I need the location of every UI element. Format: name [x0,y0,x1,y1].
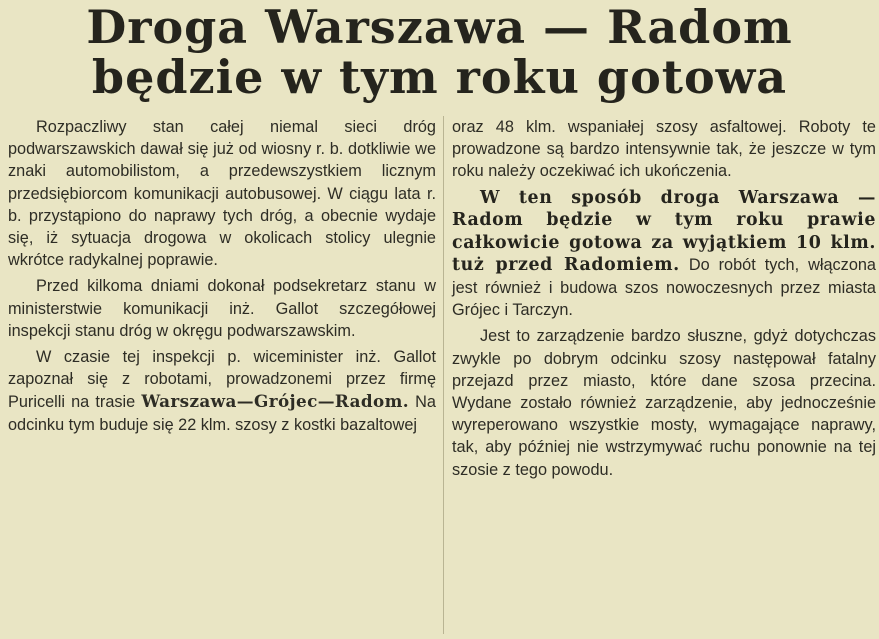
headline-line-2: będzie w tym roku gotowa [91,50,788,104]
paragraph [452,325,876,480]
paragraph [8,346,436,436]
column-divider [443,116,444,634]
paragraph-text: Rozpaczliwy stan całej niemal sieci dróg podwarszawskich dawał się już od wiosny r. b. dotkliwie we znaki automobilistom, a przedewszystkiem licznym przedsiębiorcom komunikacji autobusowej. W ciągu lata r. b. przystąpiono do naprawy tych dróg, a obecnie wydaje się, iż sytuacja drogowa w okolicach stolicy ulegnie wkrótce radykalnej poprawie. [8,118,436,270]
paragraph [8,116,436,271]
headline [0,2,879,102]
highlighted-statement: W ten sposób droga Warszawa — Radom będzie w tym roku prawie całkowicie gotowa za wyjątkiem 10 klm. tuż przed Radomiem. [452,187,876,276]
paragraph-text: W czasie tej inspekcji p. wiceminister inż. Gallot zapoznał się z robotami, prowadzonemi przez firmę Puricelli na trasie [8,348,436,412]
paragraph-text: Jest to zarządzenie bardzo słuszne, gdyż dotychczas zwykle po dobrym odcinku szosy następował fatalny przejazd przez miasto, które dane szosa przecina. Wydane zostało również zarządzenie, aby jednocześnie wyreperowano wszystkie mosty, wymagające naprawy, tak, aby później nie wstrzymywać ruchu ponownie na tej szosie z tego powodu. [452,327,876,479]
paragraph-text: Do robót tych, włączona jest również i budowa szos nowoczesnych przez miasta Grójec i Tarczyn. [452,256,876,320]
paragraph [8,275,436,342]
paragraph [452,116,876,183]
paragraph-text: Przed kilkoma dniami dokonał podsekretarz stanu w ministerstwie komunikacji inż. Gallot szczegółowej inspekcji stanu dróg w okręgu podwarszawskim. [8,277,436,340]
headline-line-1: Droga Warszawa — Radom [86,0,793,54]
article-column-left [8,116,436,436]
route-name: Warszawa—Grójec—Radom. [141,391,410,412]
paragraph [452,187,876,322]
article-column-right [452,116,876,481]
paragraph-text: oraz 48 klm. wspaniałej szosy asfaltowej. Roboty te prowadzone są bardzo intensywnie tak, że jeszcze w tym roku należy oczekiwać ich ukończenia. [452,118,876,181]
paragraph-text: Na odcinku tym buduje się 22 klm. szosy z kostki bazaltowej [8,393,436,434]
